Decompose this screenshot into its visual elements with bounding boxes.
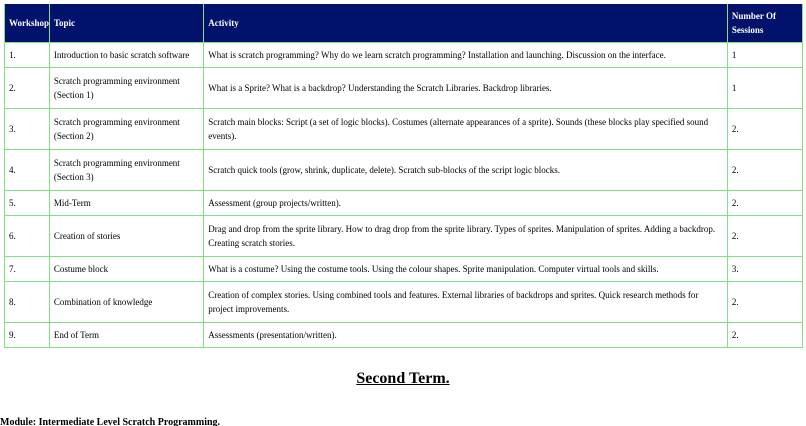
cell-sessions: 2.: [727, 109, 802, 150]
cell-activity: What is scratch programming? Why do we learn scratch programming? Installation and launching. Discussion on the interface.: [204, 43, 728, 68]
cell-sessions: 2.: [727, 216, 802, 257]
cell-topic: Introduction to basic scratch software: [49, 43, 203, 68]
cell-topic: End of Term: [49, 323, 203, 348]
table-row: [5, 323, 803, 348]
cell-topic: Scratch programming environment (Section 3): [49, 150, 203, 191]
cell-workshop: 4.: [5, 150, 50, 191]
cell-activity: Assessment (group projects/written).: [204, 191, 728, 216]
cell-sessions: 2.: [727, 282, 802, 323]
cell-activity: Scratch quick tools (grow, shrink, duplicate, delete). Scratch sub-blocks of the script logic blocks.: [204, 150, 728, 191]
cell-workshop: 3.: [5, 109, 50, 150]
cell-topic: Mid-Term: [49, 191, 203, 216]
cell-activity: Scratch main blocks: Script (a set of logic blocks). Costumes (alternate appearances of a sprite). Sounds (these blocks play specified sound events).: [204, 109, 728, 150]
cell-workshop: 2.: [5, 68, 50, 109]
header-workshop: Workshop: [5, 4, 50, 43]
cell-workshop: 7.: [5, 257, 50, 282]
cell-topic: Combination of knowledge: [49, 282, 203, 323]
table-row: [5, 216, 803, 257]
cell-topic: Scratch programming environment (Section 1): [49, 68, 203, 109]
curriculum-table: [4, 4, 803, 348]
table-row: [5, 109, 803, 150]
cell-topic: Scratch programming environment (Section 2): [49, 109, 203, 150]
second-term-heading: Second Term.: [356, 370, 450, 387]
module-title: Module: Intermediate Level Scratch Programming.: [0, 417, 221, 426]
header-activity: Activity: [204, 4, 728, 43]
curriculum-table-container: [4, 4, 803, 348]
cell-sessions: 2.: [727, 323, 802, 348]
cell-workshop: 9.: [5, 323, 50, 348]
header-sessions: Number Of Sessions: [727, 4, 802, 43]
cell-activity: Assessments (presentation/written).: [204, 323, 728, 348]
cell-activity: What is a Sprite? What is a backdrop? Understanding the Scratch Libraries. Backdrop libraries.: [204, 68, 728, 109]
cell-sessions: 1: [727, 43, 802, 68]
cell-sessions: 2.: [727, 150, 802, 191]
header-topic: Topic: [49, 4, 203, 43]
cell-activity: Creation of complex stories. Using combined tools and features. External libraries of backdrops and sprites. Quick research methods for project improvements.: [204, 282, 728, 323]
cell-topic: Costume block: [49, 257, 203, 282]
cell-activity: What is a costume? Using the costume tools. Using the colour shapes. Sprite manipulation. Computer virtual tools and skills.: [204, 257, 728, 282]
table-header-row: [5, 4, 803, 43]
table-row: [5, 43, 803, 68]
cell-workshop: 5.: [5, 191, 50, 216]
cell-workshop: 1.: [5, 43, 50, 68]
cell-sessions: 1: [727, 68, 802, 109]
table-row: [5, 68, 803, 109]
cell-workshop: 6.: [5, 216, 50, 257]
table-row: [5, 191, 803, 216]
cell-sessions: 2.: [727, 191, 802, 216]
cell-activity: Drag and drop from the sprite library. How to drag drop from the sprite library. Types of sprites. Manipulation of sprites. Adding a backdrop. Creating scratch stories.: [204, 216, 728, 257]
table-row: [5, 282, 803, 323]
table-row: [5, 257, 803, 282]
cell-topic: Creation of stories: [49, 216, 203, 257]
table-row: [5, 150, 803, 191]
cell-workshop: 8.: [5, 282, 50, 323]
cell-sessions: 3.: [727, 257, 802, 282]
